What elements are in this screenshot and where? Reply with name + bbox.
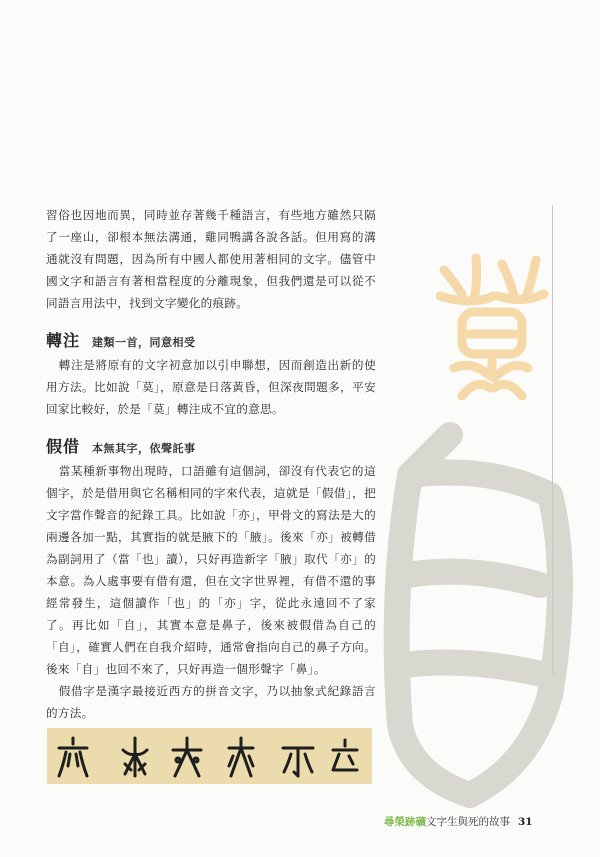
heading-subtitle: 建類一首，同意相受 <box>92 336 196 349</box>
book-title: 文字生與死的故事 <box>426 816 510 828</box>
glyph-form-4 <box>229 738 253 776</box>
jiajie-paragraph-1: 當某種新事物出現時，口語雖有這個詞，卻沒有代表它的這個字，於是借用與它名稱相同的字來代表，這就是「假借」，把文字當作聲音的紀錄工具。比如說「亦」，甲骨文的寫法是大的兩邊各加一點，其實指的就是腋下的「腋」。後來「亦」被轉借為副詞用了（當「也」讀），只好再造新字「腋」取代「亦」的本意。為人處事要有借有還，但在文字世界裡，有借不還的事經常發生，這個讀作「也」的「亦」字，從此永遠回不了家了。再比如「自」，其實本意是鼻子，後來被假借為自己的「自」，確實人們在自我介紹時，通常會指向自己的鼻子方向。後來「自」也回不來了，只好再造一個形聲字「鼻」。 <box>46 464 376 676</box>
heading-title: 假借 <box>46 437 81 456</box>
seal-script-mo-illustration <box>432 250 550 400</box>
glyph-form-1 <box>59 738 87 776</box>
zhuanzhu-paragraph: 轉注是將原有的文字初意加以引申聯想，因而創造出新的使用方法。比如說「莫」，原意是日落黃昏，但深夜問題多，平安回家比較好，於是「莫」轉注成不宜的意思。 <box>46 358 376 416</box>
text-column <box>46 204 376 724</box>
margin-rule <box>552 205 553 675</box>
glyph-evolution-strip <box>47 728 372 784</box>
glyph-evolution-art <box>47 728 372 784</box>
heading-subtitle: 本無其字，依聲託事 <box>92 442 196 455</box>
glyph-form-6 <box>333 740 357 770</box>
series-name: 尋榮跡礦 <box>384 816 426 828</box>
intro-paragraph: 習俗也因地而異，同時並存著幾千種語言，有些地方雖然只隔了一座山，卻根本無法溝通，雞同鴨講各說各話。但用寫的溝通就沒有問題，因為所有中國人都使用著相同的文字。儘管中國文字和語言有著相當程度的分離現象，但我們還是可以從不同語言用法中，找到文字變化的痕跡。 <box>46 208 376 310</box>
page-number: 31 <box>518 816 533 828</box>
heading-title: 轉注 <box>46 331 81 350</box>
glyph-form-3 <box>173 738 201 776</box>
page-footer <box>384 814 580 830</box>
heading-zhuanzhu <box>46 328 376 352</box>
jiajie-paragraph-2: 假借字是漢字最接近西方的拼音文字，乃以抽象式紀錄語言的方法。 <box>46 684 376 720</box>
glyph-form-2 <box>123 738 147 776</box>
heading-jiajie <box>46 434 376 458</box>
glyph-form-5 <box>283 748 313 776</box>
